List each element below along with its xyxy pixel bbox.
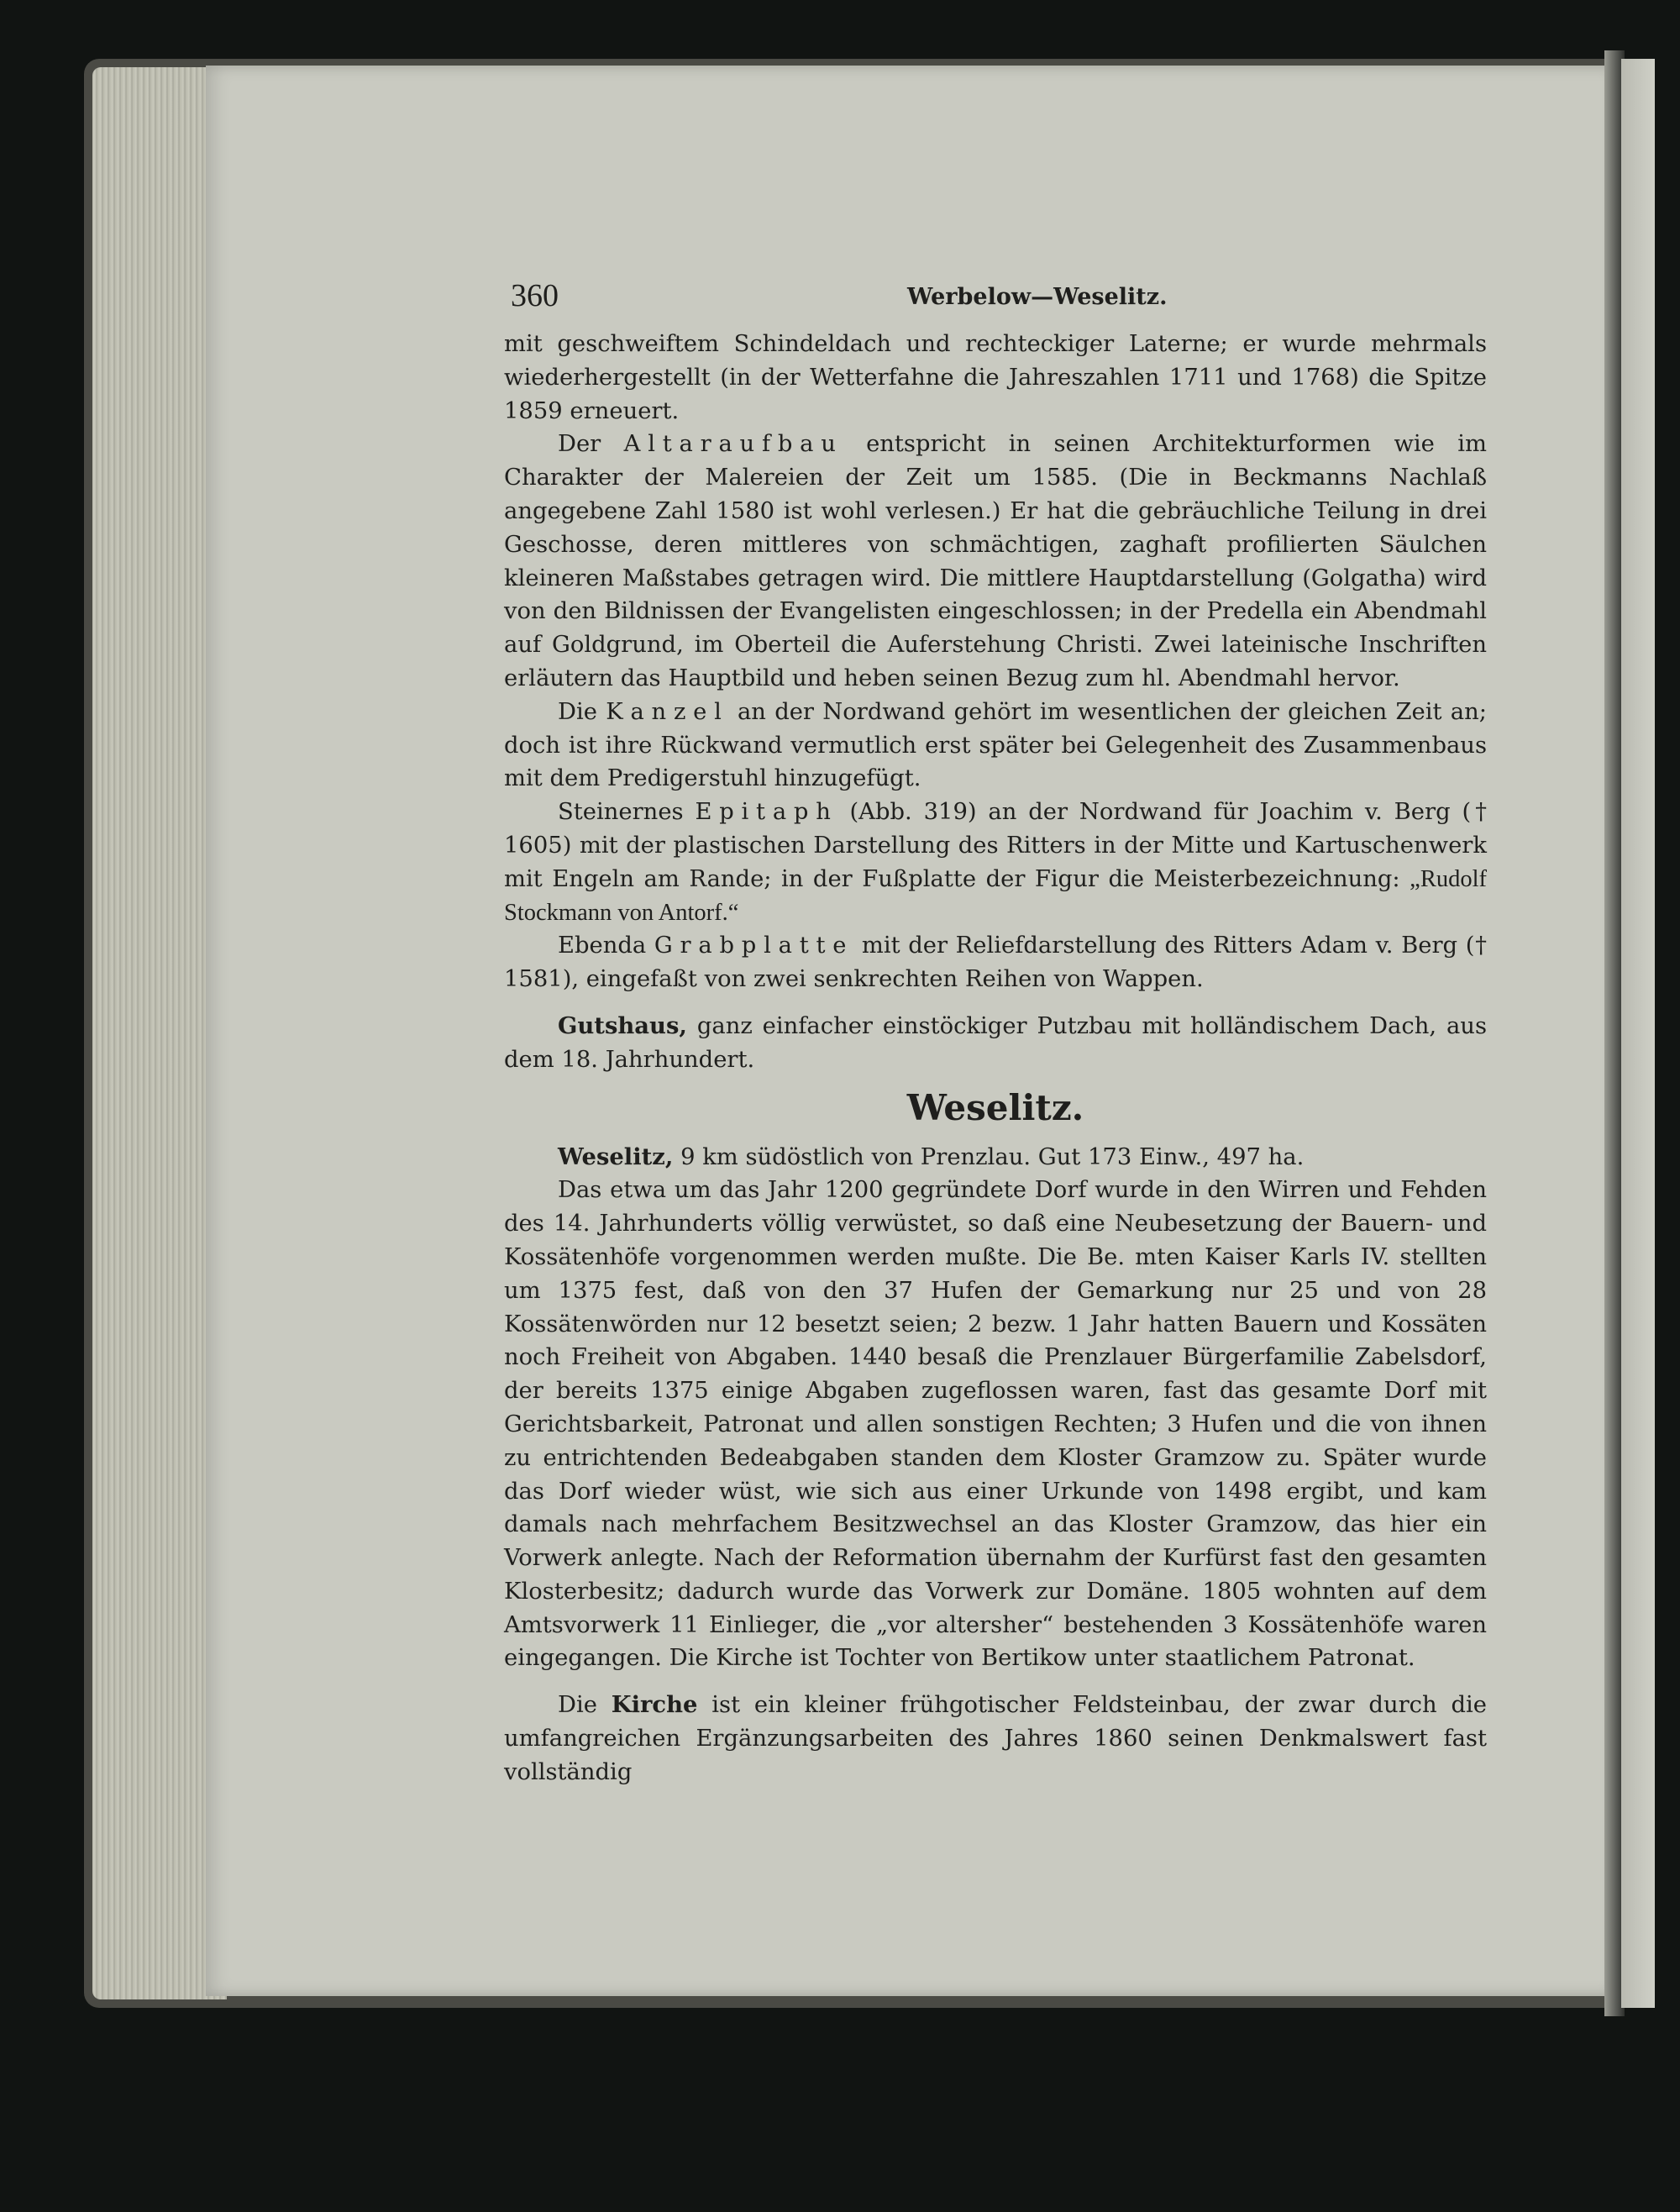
bold-term: Weselitz, [558,1143,674,1170]
section-heading: Weselitz. [906,1086,1084,1128]
paragraph-text: an der Nordwand gehört im wesentlichen der gleichen Zeit an; doch ist ihre Rückwand vermutlich erst später bei Gelegenheit des Zusammenbaus mit dem Predigerstuhl hinzugefügt. [504,698,1487,792]
spaced-term: Altaraufbau [623,431,843,458]
spaced-term: Epitaph [695,799,838,826]
bold-term: Kirche [611,1691,698,1719]
spacer [504,996,1487,1010]
paragraph-text: mit der Reliefdarstellung des Ritters Adam v. Berg († 1581), eingefaßt von zwei senkrechten Reihen von Wappen. [504,933,1487,993]
bold-term: Gutshaus, [558,1011,687,1039]
paragraph-text: (Abb. 319) an der Nordwand für Joachim v. Berg († 1605) mit der plastischen Darstellung des Ritters in der Mitte und Kartuschenwerk mit Engeln am Rande; in der Fußplatte der Figur die Meisterbezeichnung: [504,799,1487,892]
paragraph [504,796,1487,929]
paragraph-text: ist ein kleiner frühgotischer Feldsteinbau, der zwar durch die umfangreichen Ergänzungsarbeiten des Jahres 1860 seinen Denkmalswert fast vollständig [504,1692,1487,1785]
spaced-term: Kanzel [606,698,729,725]
paragraph-lead: Ebenda [558,933,647,959]
paragraph-text: entspricht in seinen Architekturformen wie im Charakter der Malereien der Zeit um 1585. (Die in Beckmanns Nachlaß angegebene Zahl 1580 ist wohl verlesen.) Er hat die gebräuchliche Teilung in drei Geschosse, deren mittleres von schmächtigen, zaghaft profilierten Säulchen kleineren Maßstabes getragen wird. Die mittlere Hauptdarstellung (Golgatha) wird von den Bildnissen der Evangelisten eingeschlossen; in der Predella ein Abendmahl auf Goldgrund, im Oberteil die Auferstehung Christi. Zwei lateinische Inschriften erläutern das Hauptbild und heben seinen Bezug zum hl. Abendmahl hervor. [504,431,1487,691]
paragraph-text: Das etwa um das Jahr 1200 gegründete Dorf wurde in den Wirren und Fehden des 14. Jahrhunderts völlig verwüstet, so daß eine Neubesetzung der Bauern- und Kossätenhöfe vorgenommen werden mußte. Die Be. mten Kaiser Karls IV. stellten um 1375 fest, daß von den 37 Hufen der Gemarkung nur 25 und von 28 Kossätenwörden nur 12 besetzt seien; 2 bezw. 1 Jahr hatten Bauern und Kossäten noch Freiheit von Abgaben. 1440 besaß die Prenzlauer Bürgerfamilie Zabelsdorf, der bereits 1375 einige Abgaben zugeflossen waren, fast das gesamte Dorf mit Gerichtsbarkeit, Patronat und allen sonstigen Rechten; 3 Hufen und die von ihnen zu entrichtenden Bedeabgaben standen dem Kloster Gramzow zu. Später wurde das Dorf wieder wüst, wie sich aus einer Urkunde von 1498 ergibt, und kam damals nach mehrfachem Besitzwechsel an das Kloster Gramzow, das hier ein Vorwerk anlegte. Nach der Reformation übernahm der Kurfürst fast den gesamten Klosterbesitz; dadurch wurde das Vorwerk zur Domäne. 1805 wohnten auf dem Amtsvorwerk 11 Einlieger, die „vor altersher“ bestehenden 3 Kossätenhöfe waren eingegangen. Die Kirche ist Tochter von Bertikow unter staatlichem Patronat. [504,1177,1487,1672]
spacer [504,1675,1487,1689]
paragraph [504,428,1487,695]
page-number: 360 [511,278,559,313]
paragraph-lead: Steinernes [558,799,684,826]
paragraph-text: ganz einfacher einstöckiger Putzbau mit holländischem Dach, aus dem 18. Jahrhundert. [504,1012,1487,1073]
paragraph-text: mit geschweiftem Schindeldach und rechteckiger Laterne; er wurde mehrmals wiederhergestellt (in der Wetterfahne die Jahreszahlen 1711 und 1768) die Spitze 1859 erneuert. [504,331,1487,424]
paragraph [504,696,1487,796]
facing-page-edge [1621,59,1655,2008]
paragraph [504,328,1487,428]
paragraph-text: 9 km südöstlich von Prenzlau. Gut 173 Einw., 497 ha. [680,1143,1305,1170]
master-signature-quote: „Rudolf Stockmann von Antorf.“ [504,865,1487,926]
paragraph-lead: Die [558,698,597,725]
text-block [504,277,1487,1789]
running-head [504,277,1487,328]
paragraph [504,1174,1487,1675]
spaced-term: Grabplatte [654,933,854,959]
running-title: Werbelow—Weselitz. [907,284,1168,310]
paragraph [504,929,1487,996]
paragraph [504,1010,1487,1077]
paragraph-lead: Der [558,431,601,458]
paragraph-lead: Die [558,1692,597,1719]
paragraph [504,1689,1487,1789]
paragraph [504,1141,1487,1174]
